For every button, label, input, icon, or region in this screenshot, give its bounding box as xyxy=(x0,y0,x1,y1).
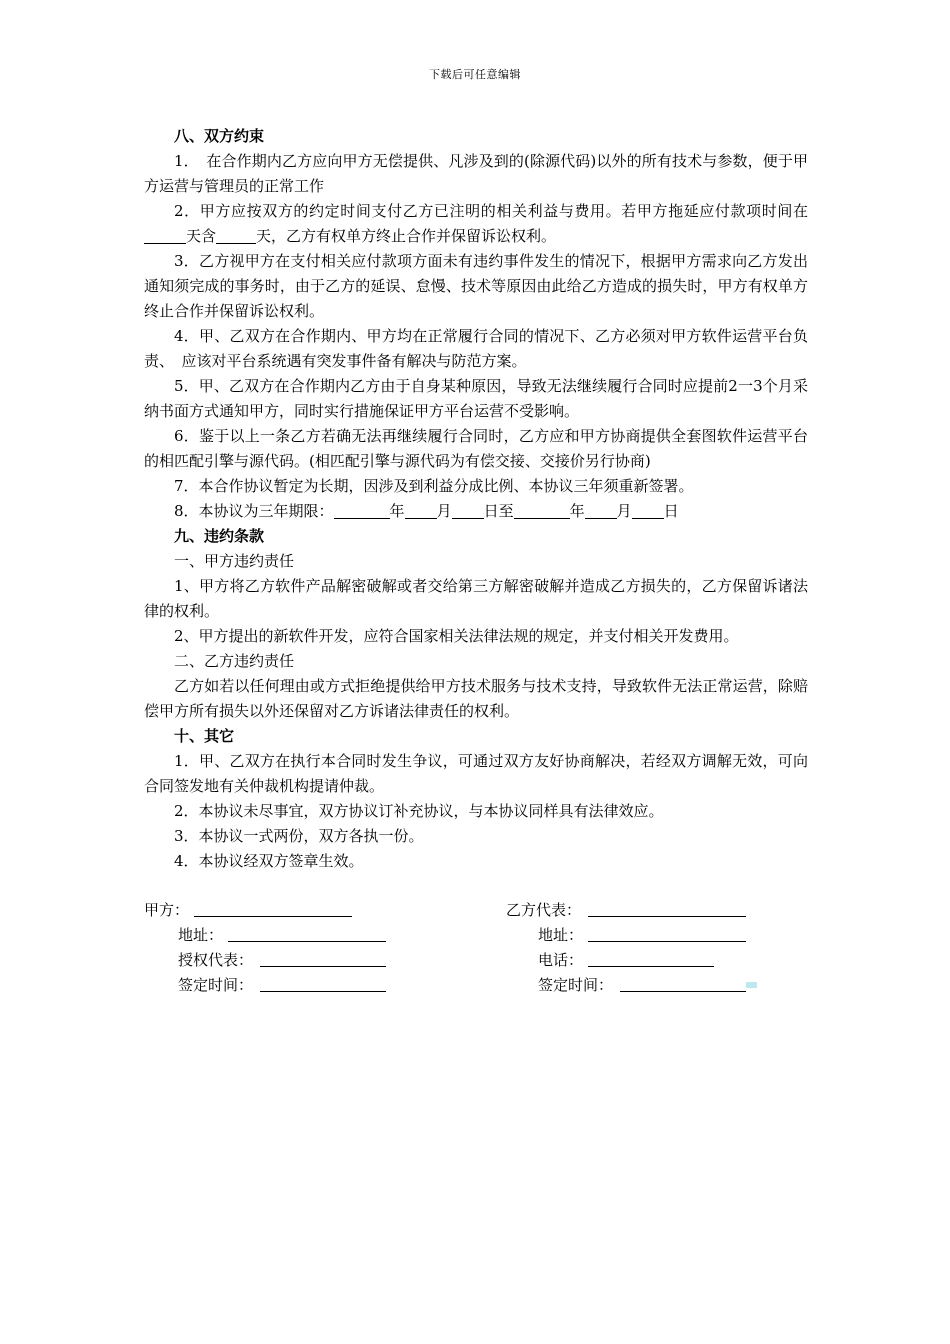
start-month-blank xyxy=(405,502,437,519)
party-b-label: 乙方代表： xyxy=(506,901,582,919)
term-label: 8．本协议为三年期限： xyxy=(174,502,334,520)
date-b-line xyxy=(620,973,746,992)
section-9-title: 九、违约条款 xyxy=(174,527,265,545)
sign-row-1 xyxy=(144,898,808,923)
sec8-item-5: 5．甲、乙双方在合作期内乙方由于自身某种原因，导致无法继续履行合同时应提前2一3个月采纳书面方式通知甲方，同时实行措施保证甲方平台运营不受影响。 xyxy=(144,377,808,420)
day-to-label: 日至 xyxy=(483,502,514,520)
end-year-blank xyxy=(514,502,570,519)
sec8-item-2-b: 天含 xyxy=(186,227,217,245)
year-label-2: 年 xyxy=(569,502,585,520)
section-10-title: 十、其它 xyxy=(174,727,235,745)
page-header: 下载后可任意编辑 xyxy=(429,68,521,81)
start-day-blank xyxy=(452,502,484,519)
sec8-item-2-c: 天，乙方有权单方终止合作并保留诉讼权利。 xyxy=(256,227,557,245)
date-a-label: 签定时间： xyxy=(178,976,254,994)
section-8-title: 八、双方约束 xyxy=(174,127,265,145)
sec8-item-1: 1． 在合作期内乙方应向甲方无偿提供、凡涉及到的(除源代码)以外的所有技术与参数，便于甲方运营与管理员的正常工作 xyxy=(144,152,808,195)
sec8-item-4: 4．甲、乙双方在合作期内、甲方均在正常履行合同的情况下、乙方必须对甲方软件运营平台负责、 应该对平台系统遇有突发事件备有解决与防范方案。 xyxy=(144,327,808,370)
sec8-item-3: 3．乙方视甲方在支付相关应付款项方面未有违约事件发生的情况下，根据甲方需求向乙方发出通知须完成的事务时，由于乙方的延误、怠慢、技术等原因由此给乙方造成的损失时，甲方有权单方终止合作并保留诉讼权利。 xyxy=(144,252,808,320)
addr-b-line xyxy=(588,923,746,942)
sign-row-2 xyxy=(144,923,808,948)
sec9-sub-2: 二、乙方违约责任 xyxy=(174,652,295,670)
end-month-blank xyxy=(585,502,617,519)
addr-b-label: 地址： xyxy=(538,926,584,944)
phone-b-line xyxy=(588,948,714,967)
date-a-line xyxy=(260,973,386,992)
month-label: 月 xyxy=(436,502,452,520)
sec8-item-7: 7．本合作协议暂定为长期，因涉及到利益分成比例、本协议三年须重新签署。 xyxy=(174,477,694,495)
year-label: 年 xyxy=(389,502,405,520)
phone-b-label: 电话： xyxy=(538,951,584,969)
sec8-item-6: 6．鉴于以上一条乙方若确无法再继续履行合同时，乙方应和甲方协商提供全套图软件运营平台的相匹配引擎与源代码。(相匹配引擎与源代码为有偿交接、交接价另行协商) xyxy=(144,427,808,470)
sec8-item-2 xyxy=(144,199,808,249)
rep-a-line xyxy=(260,948,386,967)
sec9-sub-1: 一、甲方违约责任 xyxy=(174,552,295,570)
sec8-item-8 xyxy=(144,499,808,524)
month-label-2: 月 xyxy=(616,502,632,520)
sec10-item-1: 1．甲、乙双方在执行本合同时发生争议，可通过双方友好协商解决，若经双方调解无效，可向合同签发地有关仲裁机构提请仲裁。 xyxy=(144,752,808,795)
sec8-item-2-a: 2．甲方应按双方的约定时间支付乙方已注明的相关利益与费用。若甲方拖延应付款项时间在 xyxy=(174,202,808,220)
sign-row-4 xyxy=(144,973,808,998)
sec9-para-3: 乙方如若以任何理由或方式拒绝提供给甲方技术服务与技术支持，导致软件无法正常运营，除赔偿甲方所有损失以外还保留对乙方诉诸法律责任的权利。 xyxy=(144,677,808,720)
signature-block xyxy=(144,898,808,998)
sign-row-3 xyxy=(144,948,808,973)
day-label: 日 xyxy=(663,502,679,520)
party-a-line xyxy=(194,898,352,917)
rep-a-label: 授权代表： xyxy=(178,951,254,969)
addr-a-label: 地址： xyxy=(178,926,224,944)
date-b-label: 签定时间： xyxy=(538,976,614,994)
addr-a-line xyxy=(228,923,386,942)
start-year-blank xyxy=(334,502,390,519)
party-a-label: 甲方： xyxy=(144,901,190,919)
end-day-blank xyxy=(632,502,664,519)
sec9-para-2: 2、甲方提出的新软件开发，应符合国家相关法律法规的规定，并支付相关开发费用。 xyxy=(174,627,739,645)
sec10-item-2: 2．本协议未尽事宜，双方协议订补充协议，与本协议同样具有法律效应。 xyxy=(174,802,664,820)
sec9-para-1: 1、甲方将乙方软件产品解密破解或者交给第三方解密破解并造成乙方损失的，乙方保留诉诸法律的权利。 xyxy=(144,577,808,620)
highlight-mark xyxy=(746,982,757,988)
sec10-item-4: 4．本协议经双方签章生效。 xyxy=(174,852,364,870)
party-b-line xyxy=(588,898,746,917)
days-blank-2 xyxy=(216,227,256,244)
sec10-item-3: 3．本协议一式两份，双方各执一份。 xyxy=(174,827,424,845)
days-blank-1 xyxy=(144,227,186,244)
contract-body xyxy=(144,124,808,874)
